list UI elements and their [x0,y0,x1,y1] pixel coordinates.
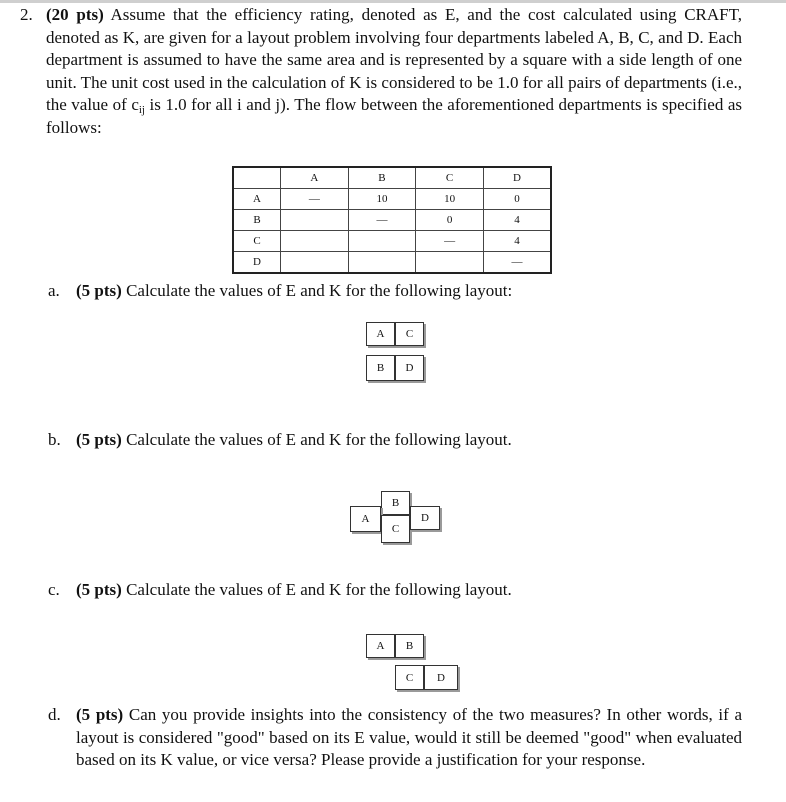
flow-cell: — [483,252,551,274]
part-c [48,579,748,602]
flow-table-corner [233,167,281,189]
layout-a-cell: A [366,322,395,346]
flow-table-row [233,210,551,231]
layout-c-cell: A [366,634,395,658]
flow-col-header: D [483,167,551,189]
flow-table [232,166,552,274]
flow-col-header: A [281,167,349,189]
flow-cell: 4 [483,210,551,231]
layout-b-cell: D [410,506,440,530]
flow-cell [348,252,416,274]
part-c-text: Calculate the values of E and K for the following layout. [126,580,512,599]
flow-table-row [233,252,551,274]
flow-col-header: C [416,167,484,189]
flow-cell [348,231,416,252]
part-a-label: a. [48,281,60,300]
top-border [0,0,786,3]
part-b-points: (5 pts) [76,430,122,449]
part-b-label: b. [48,430,61,449]
part-b [48,429,748,452]
flow-table-row [233,189,551,210]
part-b-text: Calculate the values of E and K for the following layout. [126,430,512,449]
question-number: 2. [20,5,33,24]
part-c-label: c. [48,580,60,599]
part-d-label: d. [48,705,61,724]
layout-a-cell: D [395,355,424,381]
part-d [48,704,742,772]
part-a-points: (5 pts) [76,281,122,300]
layout-c-cell: C [395,665,424,690]
question-body-end: is 1.0 for all i and j). The flow between the aforementioned departments is specified as follows: [46,95,743,137]
flow-cell: 0 [416,210,484,231]
flow-cell: 10 [416,189,484,210]
flow-cell: 4 [483,231,551,252]
flow-row-header: D [233,252,281,274]
flow-row-header: B [233,210,281,231]
layout-c-cell: B [395,634,424,658]
part-a-text: Calculate the values of E and K for the following layout: [126,281,513,300]
flow-cell: — [416,231,484,252]
layout-b-cell: C [381,515,410,543]
question-body: Assume that the efficiency rating, denoted as E, and the cost calculated using CRAFT, denoted as K, are given for a layout problem involving four departments labeled A, B, C, and D. Each department is assumed to have the same area and is represented by a square with a side length of one unit. The unit cost used in the calculation of K is considered to be 1.0 for all pairs of departments (i.e., the value of [46,5,742,115]
flow-cell: 10 [348,189,416,210]
flow-cell [281,231,349,252]
layout-c-cell: D [424,665,458,690]
flow-table-header-row [233,167,551,189]
flow-table-row [233,231,551,252]
layout-b-cell: A [350,506,381,532]
flow-cell: 0 [483,189,551,210]
layout-a-cell: B [366,355,395,381]
question-text [46,4,742,140]
part-d-text: Can you provide insights into the consistency of the two measures? In other words, if a layout is considered "good" based on its E value, would it still be deemed "good" when evaluated based on its K value, or vice versa? Please provide a justification for your response. [76,705,742,770]
part-a [48,280,748,303]
flow-cell [281,252,349,274]
flow-row-header: A [233,189,281,210]
flow-row-header: C [233,231,281,252]
flow-cell: — [348,210,416,231]
part-c-points: (5 pts) [76,580,122,599]
layout-a-cell: C [395,322,424,346]
part-d-points: (5 pts) [76,705,124,724]
cij-symbol: $c_{ij}$ [131,95,145,117]
flow-col-header: B [348,167,416,189]
question-points: (20 pts) [46,5,104,24]
flow-cell [416,252,484,274]
flow-cell [281,210,349,231]
flow-cell: — [281,189,349,210]
layout-b-cell: B [381,491,410,515]
